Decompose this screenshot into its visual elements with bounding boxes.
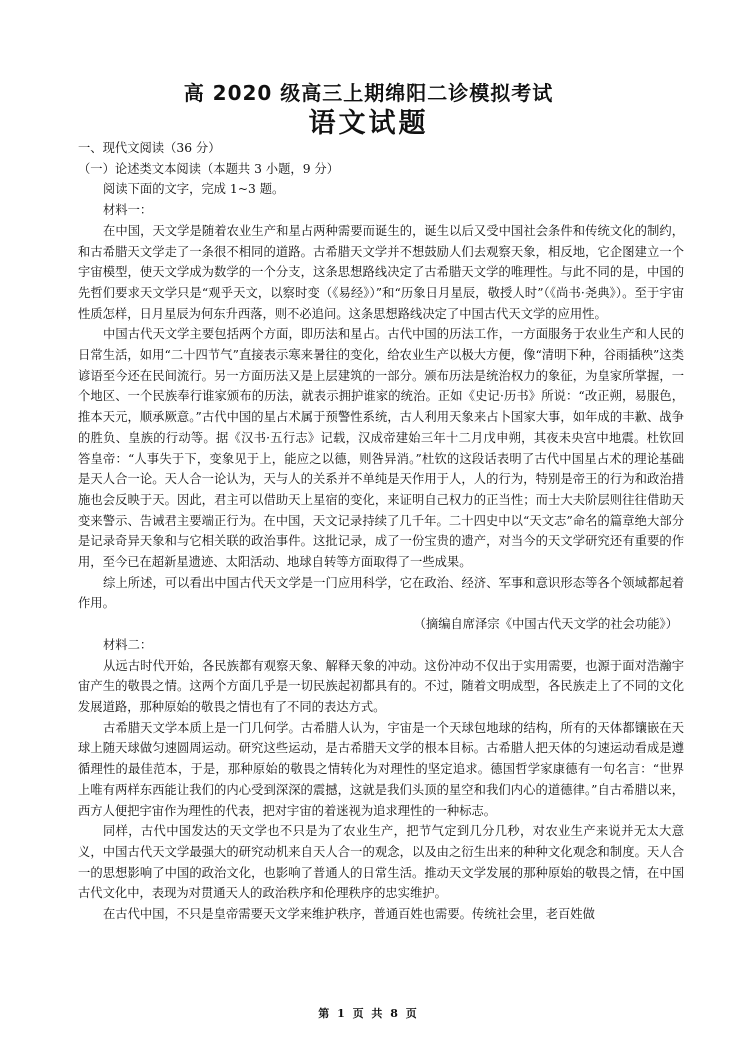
document-body: [78, 138, 684, 925]
subject-title: 语文试题: [308, 108, 429, 139]
section-heading: 一、现代文阅读（36 分）: [78, 141, 221, 155]
paragraph: 同样，古代中国发达的天文学也不只是为了农业生产，把节气定到几分几秒，对农业生产来说并无太大意义，中国古代天文学最强大的研究动机来自天人合一的观念，以及由之衍生出来的种种文化观念和制度。天人合一的思想影响了中国的政治文化，也影响了普通人的日常生活。推动天文学发展的那种原始的敬畏之情，在中国古代文化中，表现为对贯通天人的政治秩序和伦理秩序的忠实维护。: [78, 824, 684, 901]
paragraph: 在古代中国，不只是皇帝需要天文学来维护秩序，普通百姓也需要。传统社会里，老百姓做: [103, 907, 595, 922]
paragraph: 从远古时代开始，各民族都有观察天象、解释天象的冲动。这份冲动不仅出于实用需要，也源于面对浩瀚宇宙产生的敬畏之情。这两个方面几乎是一切民族起初都具有的。不过，随着文明成型，各民族走上了不同的文化发展道路，那种原始的敬畏之情也有了不同的表达方式。: [78, 658, 684, 714]
page-number: 第 1 页 共 8 页: [318, 1007, 419, 1020]
material-label: 材料二：: [103, 637, 153, 652]
material-label: 材料一：: [103, 203, 153, 218]
exam-title: 高 2020 级高三上期绵阳二诊模拟考试: [183, 81, 554, 105]
sub-section-heading: （一）论述类文本阅读（本题共 3 小题，9 分）: [78, 161, 340, 176]
paragraph: 在中国，天文学是随着农业生产和星占两种需要而诞生的，诞生以后又受中国社会条件和传统文化的制约，和古希腊天文学走了一条很不相同的道路。古希腊天文学并不想鼓励人们去观察天象，相反地，它企图建立一个宇宙模型，使天文学成为数学的一个分支，这条思想路线决定了古希腊天文学的唯理性。与此不同的是，中国的先哲们要求天文学只是“观乎天文，以察时变（《易经》）”和“历象日月星辰，敬授人时”（《尚书·尧典》）。至于宇宙性质怎样，日月星辰为何东升西落，则不必追问。这条思想路线决定了中国古代天文学的应用性。: [78, 223, 684, 321]
reading-instruction: 阅读下面的文字，完成 1~3 题。: [103, 182, 285, 197]
paragraph: 中国古代天文学主要包括两个方面，即历法和星占。古代中国的历法工作，一方面服务于农业生产和人民的日常生活，如用“二十四节气”直接表示寒来暑往的变化，给农业生产以极大方便，像“清明下种，谷雨插秧”这类谚语至今还在民间流行。另一方面历法又是上层建筑的一部分。颁布历法是统治权力的象征，为皇家所掌握，一个地区、一个民族奉行谁家颁布的历法，就表示拥护谁家的统治。正如《史记·历书》所说：“改正朔，易服色，推本天元，顺承厥意。”古代中国的星占术属于预警性系统，古人利用天象来占卜国家大事，如年成的丰歉、战争的胜负、皇族的行动等。据《汉书·五行志》记载，汉成帝建始三年十二月戊申朔，其夜未央宫中地震。杜钦回答皇帝：“人事失于下，变象见于上，能应之以德，则咎异消。”杜钦的这段话表明了古代中国星占术的理论基础是天人合一论。天人合一论认为，天与人的关系并不单纯是天作用于人，人的行为，特别是帝王的行为和政治措施也会反映于天。因此，君主可以借助天上星宿的变化，来证明自己权力的正当性；而士大夫阶层则往往借助天变来警示、告诫君主要端正行为。在中国，天文记录持续了几千年。二十四史中以“天文志”命名的篇章绝大部分是记录奇异天象和与它相关联的政治事件。这批记录，成了一份宝贵的遗产，对当今的天文学研究还有重要的作用，至今已在超新星遗迹、太阳活动、地球自转等方面取得了一些成果。: [78, 327, 684, 570]
source-citation: （摘编自席泽宗《中国古代天文学的社会功能》）: [413, 617, 678, 632]
paragraph: 综上所述，可以看出中国古代天文学是一门应用科学，它在政治、经济、军事和意识形态等各个领域都起着作用。: [78, 575, 684, 611]
paragraph: 古希腊天文学本质上是一门几何学。古希腊人认为，宇宙是一个天球包地球的结构，所有的天体都镶嵌在天球上随天球做匀速圆周运动。研究这些运动，是古希腊天文学的根本目标。古希腊人把天体的匀速运动看成是遵循理性的最佳范本，于是，那种原始的敬畏之情转化为对理性的坚定追求。德国哲学家康德有一句名言：“世界上唯有两样东西能让我们的内心受到深深的震撼，这就是我们头顶的星空和我们内心的道德律。”自古希腊以来，西方人便把宇宙作为理性的代表，把对宇宙的着迷视为追求理性的一种标志。: [78, 720, 684, 818]
